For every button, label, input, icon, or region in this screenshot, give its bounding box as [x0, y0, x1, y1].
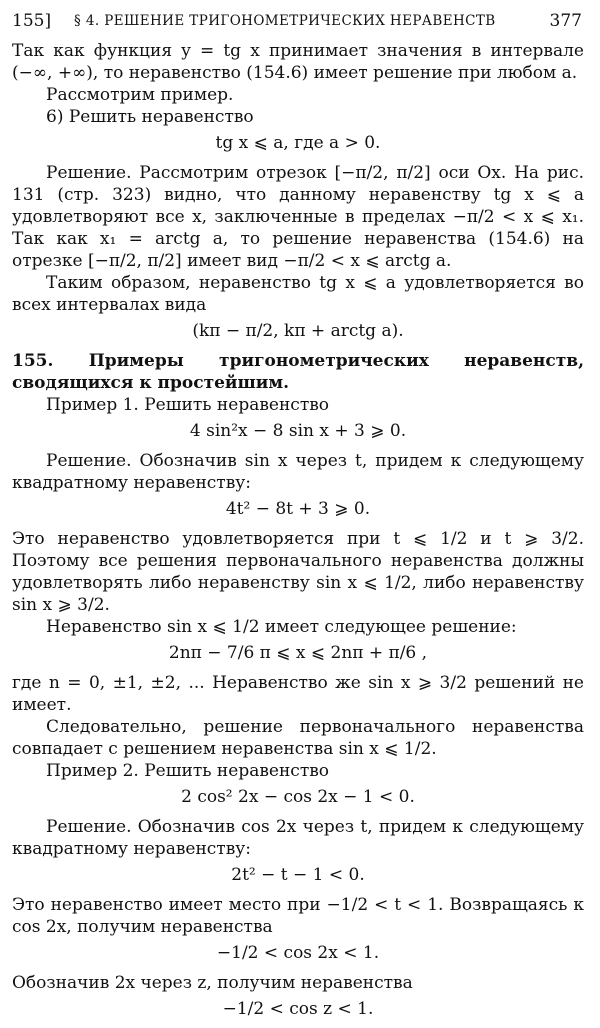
paragraph: Таким образом, неравенство tg x ⩽ a удовлетворяется во всех интервалах вида — [12, 273, 584, 315]
problem-statement: 6) Решить неравенство — [46, 107, 254, 127]
page-number: 377 — [549, 11, 582, 31]
paragraph: Неравенство sin x ⩽ 1/2 имеет следующее решение: — [46, 617, 517, 637]
section-ref: 155] — [12, 11, 52, 31]
formula: −1/2 < cos z < 1. — [222, 999, 374, 1019]
formula: −1/2 < cos 2x < 1. — [216, 943, 380, 963]
solution-paragraph: Решение. Рассмотрим отрезок [−π/2, π/2] оси Ox. На рис. 131 (стр. 323) видно, что данному неравенству tg x ⩽ a удовлетворяют все x, заключенные в пределах −π/2 < x ⩽ x₁. Так как x₁ = arctg a, то решение неравенства (154.6) на отрезке [−π/2, π/2] имеет вид −π/2 < x ⩽ arctg a. — [12, 163, 584, 271]
paragraph: Это неравенство имеет место при −1/2 < t < 1. Возвращаясь к cos 2x, получим неравенства — [12, 895, 584, 937]
running-header — [12, 8, 582, 34]
formula: 2nπ − 7/6 π ⩽ x ⩽ 2nπ + π/6 , — [168, 643, 428, 663]
solution-paragraph: Решение. Обозначив cos 2x через t, придем к следующему квадратному неравенству: — [12, 817, 584, 859]
page-body — [12, 40, 584, 1028]
paragraph: Обозначив 2x через z, получим неравенства — [12, 973, 413, 993]
paragraph: где n = 0, ±1, ±2, ... Неравенство же sin x ⩾ 3/2 решений не имеет. — [12, 673, 584, 715]
paragraph: Так как функция y = tg x принимает значения в интервале (−∞, +∞), то неравенство (154.6) имеет решение при любом a. — [12, 41, 584, 83]
example-statement: Пример 1. Решить неравенство — [46, 395, 330, 415]
paragraph: Это неравенство удовлетворяется при t ⩽ 1/2 и t ⩾ 3/2. Поэтому все решения первоначального неравенства должны удовлетворять либо неравенству sin x ⩽ 1/2, либо неравенству sin x ⩾ 3/2. — [12, 529, 584, 615]
formula: tg x ⩽ a, где a > 0. — [215, 133, 381, 153]
formula: 2t² − t − 1 < 0. — [231, 865, 365, 885]
paragraph: Рассмотрим пример. — [46, 85, 234, 105]
formula: (kπ − π/2, kπ + arctg a). — [192, 321, 404, 341]
paragraph: Следовательно, решение первоначального неравенства совпадает с решением неравенства sin x ⩽ 1/2. — [12, 717, 584, 759]
formula: 2 cos² 2x − cos 2x − 1 < 0. — [181, 787, 415, 807]
section-heading: 155. Примеры тригонометрических неравенств, сводящихся к простейшим. — [12, 351, 584, 393]
formula: 4 sin²x − 8 sin x + 3 ⩾ 0. — [189, 421, 407, 441]
solution-paragraph: Решение. Обозначив sin x через t, придем к следующему квадратному неравенству: — [12, 451, 584, 493]
running-title: § 4. РЕШЕНИЕ ТРИГОНОМЕТРИЧЕСКИХ НЕРАВЕНСТВ — [74, 13, 496, 29]
formula: 4t² − 8t + 3 ⩾ 0. — [225, 499, 371, 519]
example-statement: Пример 2. Решить неравенство — [46, 761, 330, 781]
